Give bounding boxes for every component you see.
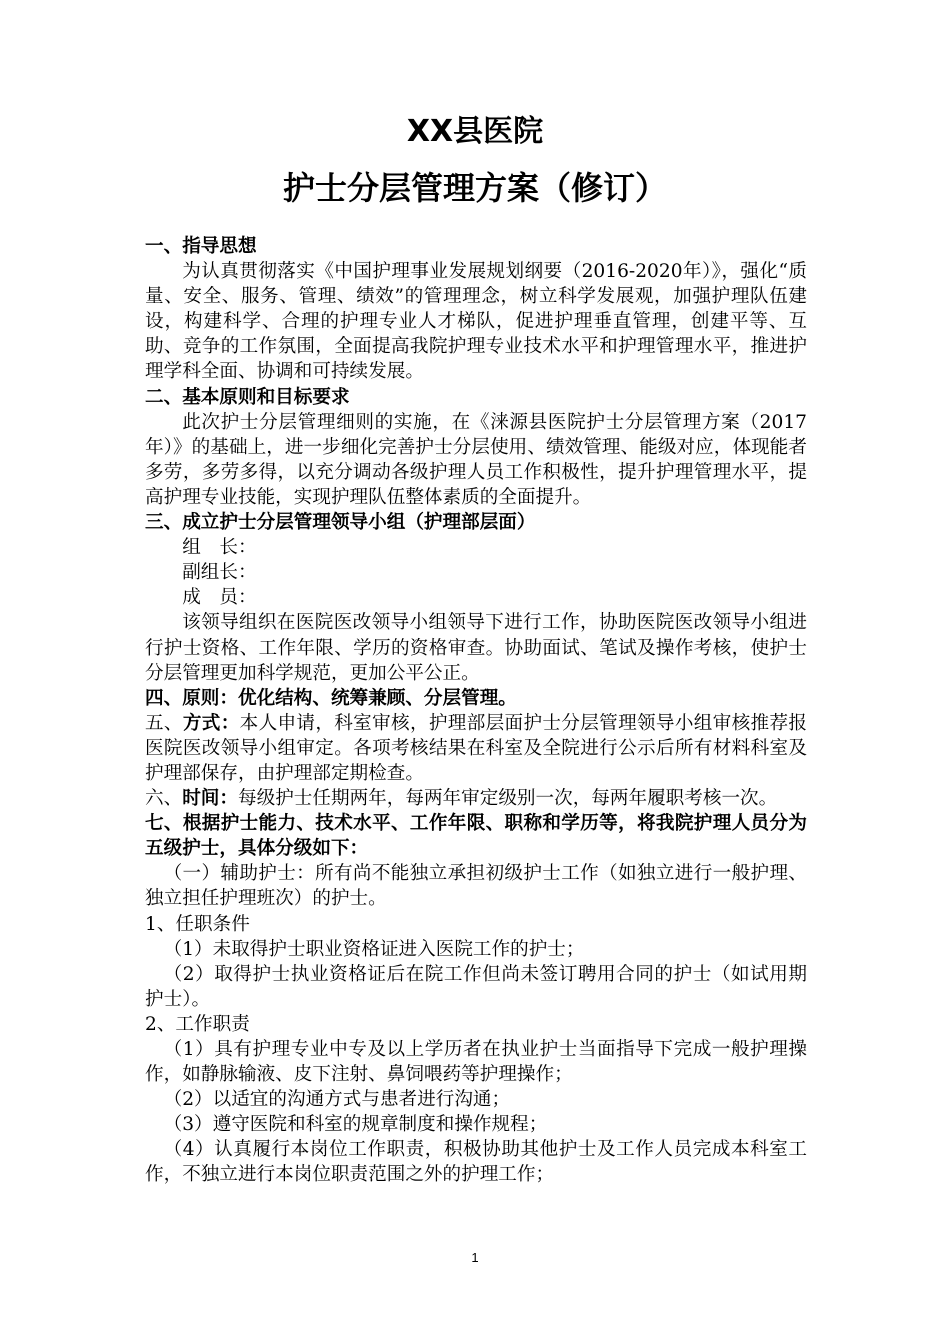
section-7-1-1-heading: 1、任职条件 — [145, 913, 250, 935]
section-3-leader: 组 长： — [182, 537, 257, 559]
section-7-1-paragraph: （一）辅助护士：所有尚不能独立承担初级护士工作（如独立进行一般护理、独立担任护理班次）的护士。 — [145, 863, 807, 910]
section-5-text: 本人申请，科室审核，护理部层面护士分层管理领导小组审核推荐报医院医改领导小组审定。各项考核结果在科室及全院进行公示后所有材料科室及护理部保存，由护理部定期检查。 — [145, 712, 807, 784]
section-5-label: 方式： — [182, 712, 240, 734]
list-item: （1）具有护理专业中专及以上学历者在执业护士当面指导下完成一般护理操作，如静脉输液、皮下注射、鼻饲喂药等护理操作； — [145, 1039, 807, 1086]
document-body — [145, 234, 807, 1188]
list-item: （1）未取得护士职业资格证进入医院工作的护士； — [163, 938, 585, 960]
document-title: 护士分层管理方案（修订） — [282, 169, 667, 207]
list-item: （4）认真履行本岗位工作职责，积极协助其他护士及工作人员完成本科室工作，不独立进行本岗位职责范围之外的护理工作； — [145, 1139, 807, 1186]
section-5-paragraph — [145, 711, 807, 786]
section-3-paragraph: 该领导组织在医院医改领导小组领导下进行工作，协助医院医改领导小组进行护士资格、工作年限、学历的资格审查。协助面试、笔试及操作考核，使护士分层管理更加科学规范，更加公平公正。 — [145, 612, 807, 684]
section-2-heading: 二、基本原则和目标要求 — [145, 386, 350, 408]
section-1-heading: 一、指导思想 — [145, 236, 257, 257]
section-4-heading: 四、原则：优化结构、统筹兼顾、分层管理。 — [145, 687, 517, 709]
section-1-paragraph: 为认真贯彻落实《中国护理事业发展规划纲要（2016-2020年）》，强化“质量、安全、服务、管理、绩效”的管理理念，树立科学发展观，加强护理队伍建设，构建科学、合理的护理专业人才梯队，促进护理垂直管理，创建平等、互助、竞争的工作氛围，全面提高我院护理专业技术水平和护理管理水平，推进护理学科全面、协调和可持续发展。 — [145, 261, 807, 383]
list-item: （2）以适宜的沟通方式与患者进行沟通； — [163, 1089, 511, 1111]
hospital-title: XX县医院 — [406, 114, 544, 149]
section-6-paragraph — [145, 786, 807, 811]
section-5-prefix: 五、 — [145, 712, 183, 734]
list-item: （3）遵守医院和科室的规章制度和操作规程； — [163, 1114, 548, 1136]
section-7-heading: 七、根据护士能力、技术水平、工作年限、职称和学历等，将我院护理人员分为五级护士，具体分级如下： — [145, 813, 807, 860]
section-3-heading: 三、成立护士分层管理领导小组（护理部层面） — [145, 512, 536, 534]
section-3-vice-leader: 副组长： — [182, 562, 257, 584]
section-6-label: 时间： — [182, 788, 238, 810]
section-6-text: 每级护士任期两年，每两年审定级别一次，每两年履职考核一次。 — [238, 788, 778, 810]
section-6-prefix: 六、 — [145, 788, 183, 810]
section-3-members: 成 员： — [182, 587, 257, 609]
section-2-paragraph: 此次护士分层管理细则的实施，在《涞源县医院护士分层管理方案（2017年）》的基础上，进一步细化完善护士分层使用、绩效管理、能级对应，体现能者多劳，多劳多得，以充分调动各级护理人员工作积极性，提升护理管理水平，提高护理专业技能，实现护理队伍整体素质的全面提升。 — [145, 411, 807, 508]
section-7-1-2-heading: 2、工作职责 — [145, 1013, 250, 1035]
page-number: 1 — [471, 1250, 479, 1265]
list-item: （2）取得护士执业资格证后在院工作但尚未签订聘用合同的护士（如试用期护士）。 — [145, 963, 807, 1010]
